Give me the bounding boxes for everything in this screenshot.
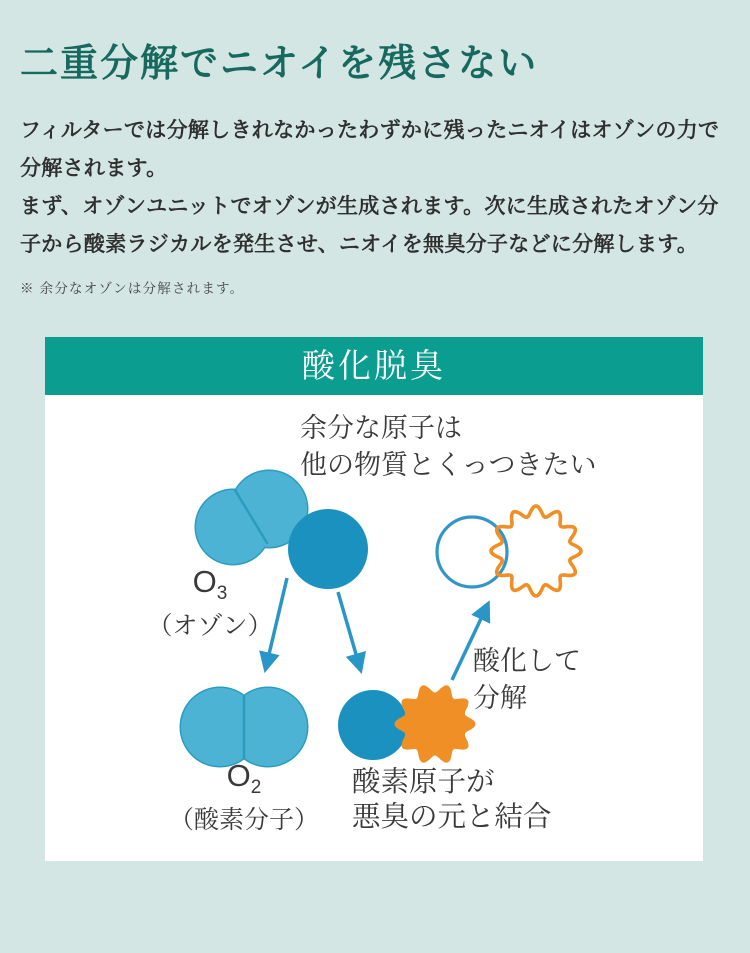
- oxidation-deodorization-diagram: [45, 337, 703, 861]
- bond-line-2: 悪臭の元と結合: [352, 801, 552, 833]
- body-paragraph-1: フィルターでは分解しきれなかったわずかに残ったニオイはオゾンの力で分解されます。: [20, 119, 720, 180]
- diagram-title: 酸化脱臭: [45, 337, 703, 395]
- caption-line-2: 他の物質とくっつきたい: [300, 450, 597, 480]
- diagram-caption: [300, 410, 596, 484]
- body-paragraph-2: まず、オゾンユニットでオゾンが生成されます。次に生成されたオゾン分子から酸素ラジカルを発生させ、ニオイを無臭分子などに分解します。: [20, 195, 719, 256]
- caption-line-1: 余分な原子は: [300, 413, 462, 443]
- oxygen-name: （酸素分子）: [168, 806, 319, 835]
- ozone-name: （オゾン）: [147, 612, 273, 641]
- flow-arrows: [266, 578, 487, 680]
- oxygen-formula: $O_2$: [226, 758, 262, 799]
- free-oxygen-atom-shape: [288, 509, 368, 589]
- oxidize-label: [473, 643, 581, 717]
- oxidize-line-2: 分解: [473, 683, 527, 713]
- page-title: 二重分解でニオイを残さない: [20, 43, 539, 85]
- bond-line-1: 酸素原子が: [352, 766, 495, 798]
- bonded-odor-molecule-shape: [338, 685, 476, 762]
- oxygen-molecule-shape: [181, 688, 307, 766]
- footnote: ※ 余分なオゾンは分解されます。: [20, 281, 245, 296]
- ozone-formula: $O_3$: [192, 564, 228, 605]
- odorless-molecule-outline-shape: [437, 506, 581, 596]
- body-text: [20, 112, 734, 264]
- diagram-canvas: [45, 395, 703, 861]
- oxidize-line-1: 酸化して: [473, 646, 581, 676]
- oxygen-label: [164, 759, 324, 836]
- arrow-to-odor-bond: [338, 592, 360, 668]
- ozone-label: [130, 565, 290, 642]
- bond-label: [352, 765, 552, 835]
